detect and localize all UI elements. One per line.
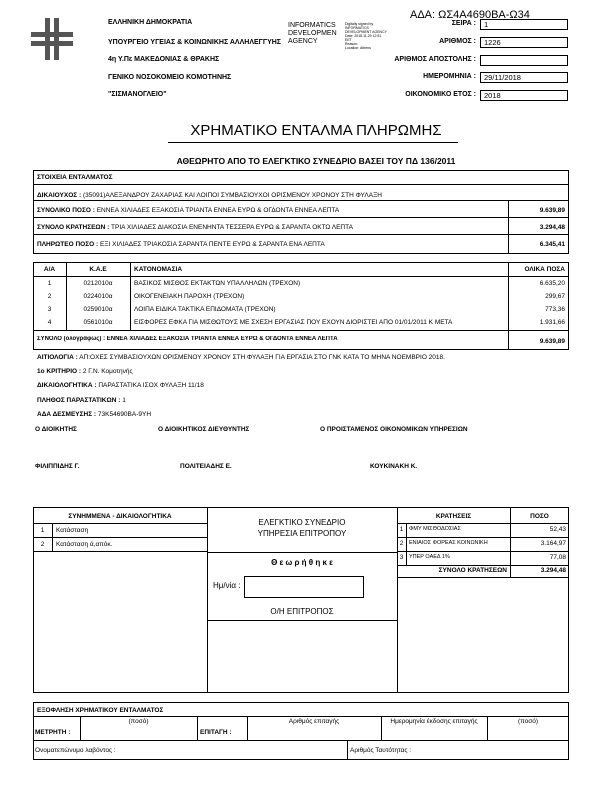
synoliko-poso-row: ΣΥΝΟΛΙΚΟ ΠΟΣΟ : ΕΝΝΕΑ ΧΙΛΙΑΔΕΣ ΕΞΑΚΟΣΙΑ ΤΡΙΑΝΤΑ ΕΝΝΕΑ ΕΥΡΩ & ΟΓΔΟΝΤΑ ΕΝΝΕΑ ΛΕΠΤΑ bbox=[37, 207, 340, 214]
field-apostolis-value bbox=[480, 55, 568, 66]
role-dioikitis: Ο ΔΙΟΙΚΗΤΗΣ bbox=[35, 426, 77, 433]
kritirio: 1ο ΚΡΙΤΗΡΙΟ : 2 Γ.Ν. Κομοτηνής bbox=[37, 368, 133, 375]
metriti-label: ΜΕΤΡΗΤΗ : bbox=[35, 729, 71, 736]
theorithike: Θ ε ω ρ ή θ η κ ε bbox=[271, 558, 333, 567]
field-date-label: ΗΜΕΡΟΜΗΝΙΑ : bbox=[423, 73, 476, 80]
field-seira-value: 1 bbox=[480, 19, 568, 30]
field-arithmos-value: 1226 bbox=[480, 37, 568, 48]
kratiseis-row: ΣΥΝΟΛΟ ΚΡΑΤΗΣΕΩΝ : ΤΡΙΑ ΧΙΛΙΑΔΕΣ ΔΙΑΚΟΣΙΑ ΕΝΕΝΗΝΤΑ ΤΕΣΣΕΡΑ ΕΥΡΩ & ΣΑΡΑΝΤΑ ΟΚΤΩ ΛΕΠΤΑ bbox=[37, 224, 353, 231]
digital-signature-label: INFORMATICS DEVELOPMEN AGENCY bbox=[288, 22, 337, 45]
plirotreo-amount: 6.345,41 bbox=[539, 241, 565, 248]
field-apostolis-label: ΑΡΙΘΜΟΣ ΑΠΟΣΤΟΛΗΣ : bbox=[394, 56, 476, 63]
poso1-label: (ποσό) bbox=[128, 718, 149, 725]
imerominia-ekdosis: Ημερομηνία έκδοσης επιταγής bbox=[390, 718, 478, 725]
stoixeia-header: ΣΤΟΙΧΕΙΑ ΕΝΤΑΛΜΑΤΟΣ bbox=[37, 174, 113, 181]
poso2-label: (ποσό) bbox=[518, 718, 538, 725]
date-input[interactable] bbox=[244, 576, 364, 598]
col-name: ΚΑΤΟΝΟΜΑΣΙΑ bbox=[134, 266, 183, 273]
ada-desmeusis: ΑΔΑ ΔΕΣΜΕΥΣΗΣ : 73Κ54690ΒΑ-9ΥΗ bbox=[37, 411, 152, 418]
deductions-total-label: ΣΥΝΟΛΟ ΚΡΑΤΗΣΕΩΝ bbox=[438, 567, 507, 574]
header-line4: ΓΕΝΙΚΟ ΝΟΣΟΚΟΜΕΙΟ ΚΟΜΟΤΗΝΗΣ bbox=[108, 74, 232, 81]
table-total-label: ΣΥΝΟΛΟ (ολογράφως) : ΕΝΝΕΑ ΧΙΛΙΑΔΕΣ ΕΞΑΚΟΣΙΑ ΤΡΙΑΝΤΑ ΕΝΝΕΑ ΕΥΡΩ & ΟΓΔΟΝΤΑ ΕΝΝΕΑ ΛΕΠΤΑ bbox=[37, 336, 338, 342]
role-dioikitikos: Ο ΔΙΟΙΚΗΤΙΚΟΣ ΔΙΕΥΘΥΝΤΗΣ bbox=[158, 426, 250, 433]
deductions-amount-header: ΠΟΣΟ bbox=[530, 513, 549, 520]
plirotreo-row: ΠΛΗΡΩΤΕΟ ΠΟΣΟ : ΕΞΙ ΧΙΛΙΑΔΕΣ ΤΡΙΑΚΟΣΙΑ ΣΑΡΑΝΤΑ ΠΕΝΤΕ ΕΥΡΩ & ΣΑΡΑΝΤΑ ΕΝΑ ΛΕΠΤΑ bbox=[37, 241, 325, 248]
page-subtitle: ΑΘΕΩΡΗΤΟ ΑΠΟ ΤΟ ΕΛΕΓΚΤΙΚΟ ΣΥΝΕΔΡΙΟ ΒΑΣΕΙ ΤΟΥ ΠΔ 136/2011 bbox=[176, 156, 456, 166]
name-dioikitikos: ΠΟΛΙΤΕΙΑΔΗΣ Ε. bbox=[180, 463, 232, 470]
arithmos-epitagis: Αριθμός επιταγής bbox=[288, 718, 340, 725]
onomateponymo-label: Ονοματεπώνυμο λαβόντος : bbox=[35, 747, 116, 754]
field-seira-label: ΣΕΙΡΑ : bbox=[451, 20, 476, 27]
table-total-amount: 9.639,89 bbox=[539, 338, 565, 345]
header-line1: ΕΛΛΗΝΙΚΗ ΔΗΜΟΚΡΑΤΙΑ bbox=[108, 19, 193, 26]
payment-header: ΕΞΟΦΛΗΣΗ ΧΡΗΜΑΤΙΚΟΥ ΕΝΤΑΛΜΑΤΟΣ bbox=[37, 707, 164, 714]
deductions-header: ΚΡΑΤΗΣΕΙΣ bbox=[435, 513, 472, 520]
epitagi-label: ΕΠΙΤΑΓΗ : bbox=[200, 729, 232, 736]
hospital-cross-logo bbox=[31, 18, 73, 60]
field-year-value: 2018 bbox=[480, 90, 568, 101]
col-amount: ΟΛΙΚΑ ΠΟΣΑ bbox=[524, 266, 565, 273]
header-line2: ΥΠΟΥΡΓΕΙΟ ΥΓΕΙΑΣ & ΚΟΙΝΩΝΙΚΗΣ ΑΛΛΗΛΕΓΓΥΗΣ bbox=[108, 39, 282, 46]
deductions-total: 3.294,48 bbox=[540, 567, 566, 574]
field-date-value: 29/11/2018 bbox=[480, 72, 568, 83]
col-aa: Α/Α bbox=[43, 266, 56, 273]
role-proistamenos: Ο ΠΡΟΙΣΤΑΜΕΝΟΣ ΟΙΚΟΝΟΜΙΚΩΝ ΥΠΗΡΕΣΙΩΝ bbox=[320, 426, 468, 433]
committee-label: Ο/Η ΕΠΙΤΡΟΠΟΣ bbox=[270, 607, 334, 616]
aitiologia: ΑΙΤΙΟΛΟΓΙΑ : ΑΠ:ΟΧΕΣ ΣΥΜΒΑΣΙΟΥΧΩΝ ΟΡΙΣΜΕΝΟΥ ΧΡΟΝΟΥ ΣΤΗ ΦΥΛΑΞΗ ΓΙΑ ΕΡΓΑΣΙΑ ΣΤΟ ΓΝΚ ΚΑΤΑ ΤΟ ΜΗΝΑ ΝΟΕΜΒΡΙΟ 2018. bbox=[37, 354, 445, 361]
col-kae: Κ.Α.Ε bbox=[89, 266, 107, 273]
ada-top: ΑΔΑ: ΩΣ4Α4690ΒΑ-Ω34 bbox=[410, 9, 530, 21]
date-label: Ημ/νία : bbox=[213, 581, 241, 590]
supporting-header: ΣΥΝΗΜΜΕΝΑ - ΔΙΚΑΙΟΛΟΓΗΤΙΚΑ bbox=[68, 513, 172, 520]
header-line3: 4η Υ.Πε ΜΑΚΕΔΟΝΙΑΣ & ΘΡΑΚΗΣ bbox=[108, 56, 220, 63]
kratiseis-amount: 3.294,48 bbox=[539, 224, 565, 231]
field-year-label: ΟΙΚΟΝΟΜΙΚΟ ΕΤΟΣ : bbox=[405, 91, 476, 98]
name-dioikitis: ΦΙΛΙΠΠΙΔΗΣ Γ. bbox=[35, 463, 80, 470]
header-line5: "ΣΙΣΜΑΝΟΓΛΕΙΟ" bbox=[108, 91, 167, 98]
name-proistamenos: ΚΟΥΚΙΝΑΚΗ Κ. bbox=[370, 463, 418, 470]
digital-signature-stamp: Digitally signed by INFORMATICS DEVELOPMENT AGENCY Date: 2018.11.29 12:51 EET Reason: Location: Athens bbox=[345, 22, 387, 50]
synoliko-poso-amount: 9.639,89 bbox=[539, 207, 565, 214]
field-arithmos-label: ΑΡΙΘΜΟΣ : bbox=[439, 38, 476, 45]
court-line2: ΥΠΗΡΕΣΙΑ ΕΠΙΤΡΟΠΟΥ bbox=[257, 529, 347, 538]
court-line1: ΕΛΕΓΚΤΙΚΟ ΣΥΝΕΔΡΙΟ bbox=[258, 518, 346, 527]
page-title: ΧΡΗΜΑΤΙΚΟ ΕΝΤΑΛΜΑ ΠΛΗΡΩΜΗΣ bbox=[190, 122, 442, 139]
dikaiouxos-row: ΔΙΚΑΙΟΥΧΟΣ : (35091)ΑΛΕΞΑΝΔΡΟΥ ΖΑΧΑΡΙΑΣ ΚΑΙ ΛΟΙΠΟΙ ΣΥΜΒΑΣΙΟΥΧΟΙ ΟΡΙΣΜΕΝΟΥ ΧΡΟΝΟΥ ΣΤΗ ΦΥΛΑΞΗ bbox=[37, 192, 383, 199]
tautotita-label: Αριθμός Ταυτότητας : bbox=[350, 747, 412, 754]
dikaiologitika: ΔΙΚΑΙΟΛΟΓΗΤΙΚΑ : ΠΑΡΑΣΤΑΤΙΚΑ ΙΣΟΧ ΦΥΛΑΞΗ 11/18 bbox=[37, 382, 204, 389]
plithos: ΠΛΗΘΟΣ ΠΑΡΑΣΤΑΤΙΚΩΝ : 1 bbox=[37, 397, 126, 404]
